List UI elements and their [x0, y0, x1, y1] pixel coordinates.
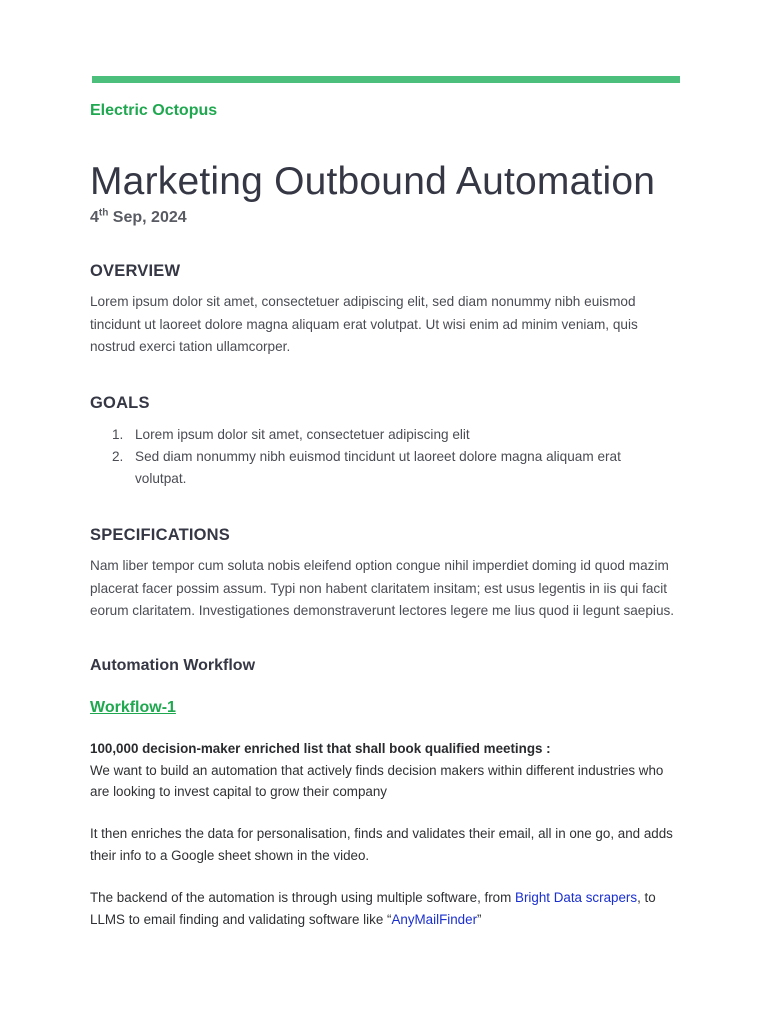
workflow-1-link[interactable]: Workflow-1	[90, 699, 176, 716]
list-item-text: Lorem ipsum dolor sit amet, consectetuer adipiscing elit	[135, 427, 470, 442]
list-item-number: 1.	[112, 427, 124, 442]
automation-workflow-heading: Automation Workflow	[90, 657, 256, 674]
workflow-para3-text-c: ”	[477, 911, 482, 927]
brand-name: Electric Octopus	[90, 102, 218, 119]
date-suffix: th	[98, 207, 109, 219]
specifications-text: Nam liber tempor cum soluta nobis eleifend option congue nihil imperdiet doming id quod mazim placerat facer possim assum. Typi non habent claritatem insitam; est usus legentis in iis qui facit eorum claritatem. Investigationes demonstraverunt lectores legere me lius quod ii legunt saepius.	[90, 558, 675, 618]
list-item	[90, 446, 650, 490]
workflow-paragraph-2: It then enriches the data for personalisation, finds and validates their email, all in one go, and adds their info to a Google sheet shown in the video.	[90, 826, 673, 863]
overview-text: Lorem ipsum dolor sit amet, consectetuer adipiscing elit, sed diam nonummy nibh euismod tincidunt ut laoreet dolore magna aliquam erat volutpat. Ut wisi enim ad minim veniam, quis nostrud exerci tation ullamcorper.	[90, 294, 638, 354]
date-month-year: Sep, 2024	[108, 209, 187, 226]
workflow-description	[90, 738, 680, 803]
date-day: 4	[90, 209, 99, 226]
workflow-para3-text-b: , to LLMS to email finding and validating software like “	[90, 890, 656, 927]
list-item-text: Sed diam nonummy nibh euismod tincidunt ut laoreet dolore magna aliquam erat volutpat.	[135, 449, 621, 486]
workflow-bold-line: 100,000 decision-maker enriched list that shall book qualified meetings :	[90, 741, 551, 756]
workflow-para3-text-a: The backend of the automation is through using multiple software, from	[90, 890, 516, 905]
workflow-line-1: We want to build an automation that actively finds decision makers within different industries who are looking to invest capital to grow their company	[90, 762, 664, 799]
list-item	[90, 424, 650, 446]
bright-data-scrapers-link[interactable]: Bright Data scrapers	[515, 890, 638, 905]
overview-heading: OVERVIEW	[90, 262, 181, 280]
goals-heading: GOALS	[90, 394, 150, 412]
document-date	[90, 209, 187, 227]
header-accent-bar	[92, 76, 680, 83]
workflow-paragraph-3	[90, 887, 680, 930]
list-item-number: 2.	[112, 449, 124, 464]
anymailfinder-link[interactable]: AnyMailFinder	[391, 911, 478, 927]
page-title: Marketing Outbound Automation	[90, 160, 656, 203]
goals-list	[90, 424, 650, 490]
specifications-heading: SPECIFICATIONS	[90, 526, 231, 544]
